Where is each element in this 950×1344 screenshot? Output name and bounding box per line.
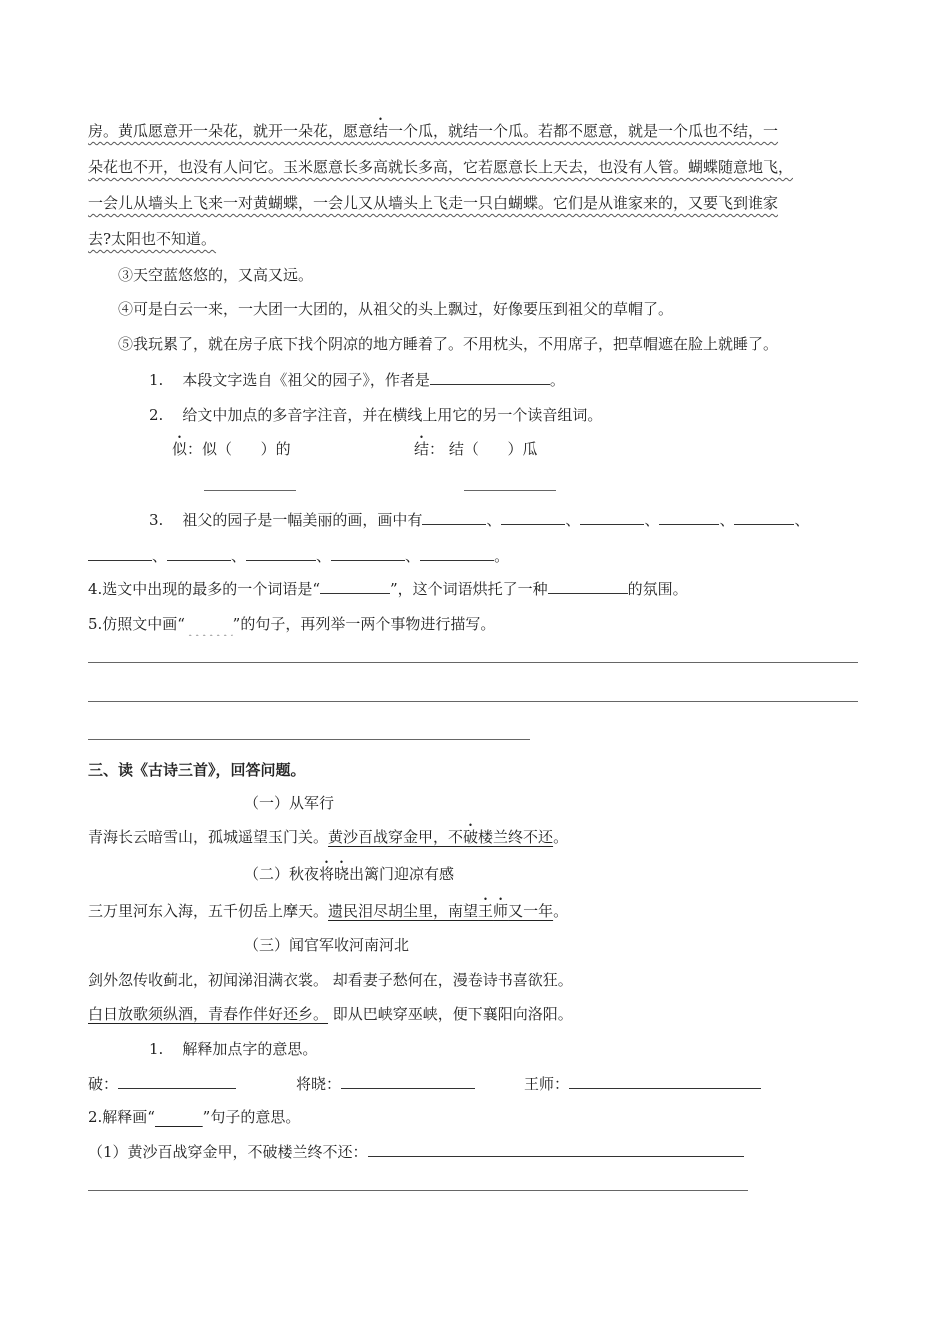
poem-2-text: 三万里河东入海，五千仞岳上摩天。遗民泪尽胡尘里，南望王师又一年。 [88, 902, 569, 920]
section-3-question-2-1: （1）黄沙百战穿金甲，不破楼兰终不还： [88, 1141, 744, 1163]
question-2b: 结： 结（ ）瓜 [414, 440, 538, 458]
dotted-char: 结 [414, 440, 430, 458]
dotted-char: 王 [478, 902, 494, 920]
question-2a: 似：似（ ）的 [172, 440, 291, 458]
label-wangshi: 王师： [524, 1073, 761, 1095]
answer-blank[interactable] [118, 1074, 236, 1089]
poem-2-title: （二）秋夜将晓出篱门迎凉有感 [244, 865, 455, 883]
label-jiangxiao: 将晓： [296, 1073, 475, 1095]
answer-blank[interactable] [246, 546, 316, 561]
answer-line[interactable] [88, 662, 858, 663]
dotted-char: 似 [172, 440, 188, 458]
answer-blank[interactable] [734, 510, 794, 525]
answer-blank[interactable] [331, 546, 405, 561]
paragraph-4: ④可是白云一来，一大团一大团的，从祖父的头上飘过，好像要压到祖父的草帽了。 [118, 300, 674, 318]
answer-line[interactable] [88, 1190, 748, 1191]
poem-1-title: （一）从军行 [244, 794, 335, 812]
answer-blank[interactable] [422, 510, 486, 525]
question-2: 2. 给文中加点的多音字注音，并在横线上用它的另一个读音组词。 [149, 406, 603, 424]
question-3-cont: 、 、 、 、 。 [88, 545, 509, 567]
section-3-question-1: 1. 解释加点字的意思。 [149, 1040, 318, 1058]
answer-line[interactable] [88, 739, 530, 740]
poem-3-line-1: 剑外忽传收蓟北，初闻涕泪满衣裳。 却看妻子愁何在，漫卷诗书喜欲狂。 [88, 971, 573, 989]
answer-blank[interactable] [368, 1142, 744, 1157]
answer-line-2b[interactable] [464, 490, 556, 491]
answer-blank[interactable] [420, 546, 494, 561]
dotted-char: 师 [493, 902, 509, 920]
poem-3-title: （三）闻官军收河南河北 [244, 936, 410, 954]
answer-blank[interactable] [548, 579, 628, 594]
wavy-line-sample [185, 615, 233, 633]
answer-blank[interactable] [341, 1074, 475, 1089]
dotted-char: 将 [319, 865, 335, 883]
passage-line-2: 朵花也不开，也没有人问它。玉米愿意长多高就长多高，它若愿意长上天去，也没有人管。蝴蝶随意地飞， [88, 158, 794, 176]
label-po: 破： [88, 1073, 236, 1095]
section-3-question-2: 2.解释画“ ”句子的意思。 [88, 1108, 301, 1126]
poem-3-line-2: 白日放歌须纵酒，青春作伴好还乡。 即从巴峡穿巫峡，便下襄阳向洛阳。 [88, 1005, 573, 1023]
passage-line-1: 房。黄瓜愿意开一朵花，就开一朵花，愿意结一个瓜，就结一个瓜。若都不愿意，就是一个瓜也不结，一 [88, 122, 779, 140]
poem-1-text: 青海长云暗雪山，孤城遥望玉门关。黄沙百战穿金甲，不破楼兰终不还。 [88, 828, 569, 846]
answer-line-2a[interactable] [204, 490, 296, 491]
passage-line-3: 一会儿从墙头上飞来一对黄蝴蝶，一会儿又从墙头上飞走一只白蝴蝶。它们是从谁家来的，又要飞到谁家 [88, 194, 779, 212]
answer-line[interactable] [88, 701, 858, 702]
question-5: 5.仿照文中画“ ”的句子，再列举一两个事物进行描写。 [88, 615, 496, 633]
answer-blank[interactable] [569, 1074, 761, 1089]
question-1: 1. 本段文字选自《祖父的园子》，作者是 。 [149, 371, 565, 389]
dotted-char: 晓 [334, 865, 350, 883]
section-3-title: 三、读《古诗三首》，回答问题。 [88, 761, 306, 779]
answer-blank[interactable] [659, 510, 719, 525]
answer-blank[interactable] [320, 579, 390, 594]
question-4: 4.选文中出现的最多的一个词语是“ ”，这个词语烘托了一种 的氛围。 [88, 580, 688, 598]
answer-blank[interactable] [167, 546, 231, 561]
dotted-char: 破 [463, 828, 479, 846]
paragraph-3: ③天空蓝悠悠的，又高又远。 [118, 266, 314, 284]
passage-line-4: 去?太阳也不知道。 [88, 230, 217, 248]
answer-blank[interactable] [580, 510, 644, 525]
paragraph-5: ⑤我玩累了，就在房子底下找个阴凉的地方睡着了。不用枕头，不用席子，把草帽遮在脸上就睡了。 [118, 335, 779, 353]
answer-blank[interactable] [501, 510, 565, 525]
answer-blank[interactable] [88, 546, 152, 561]
question-3: 3. 祖父的园子是一幅美丽的画，画中有 、 、 、 、 、 [149, 511, 810, 529]
dotted-char: 结 [373, 122, 389, 140]
answer-blank[interactable] [430, 370, 550, 385]
